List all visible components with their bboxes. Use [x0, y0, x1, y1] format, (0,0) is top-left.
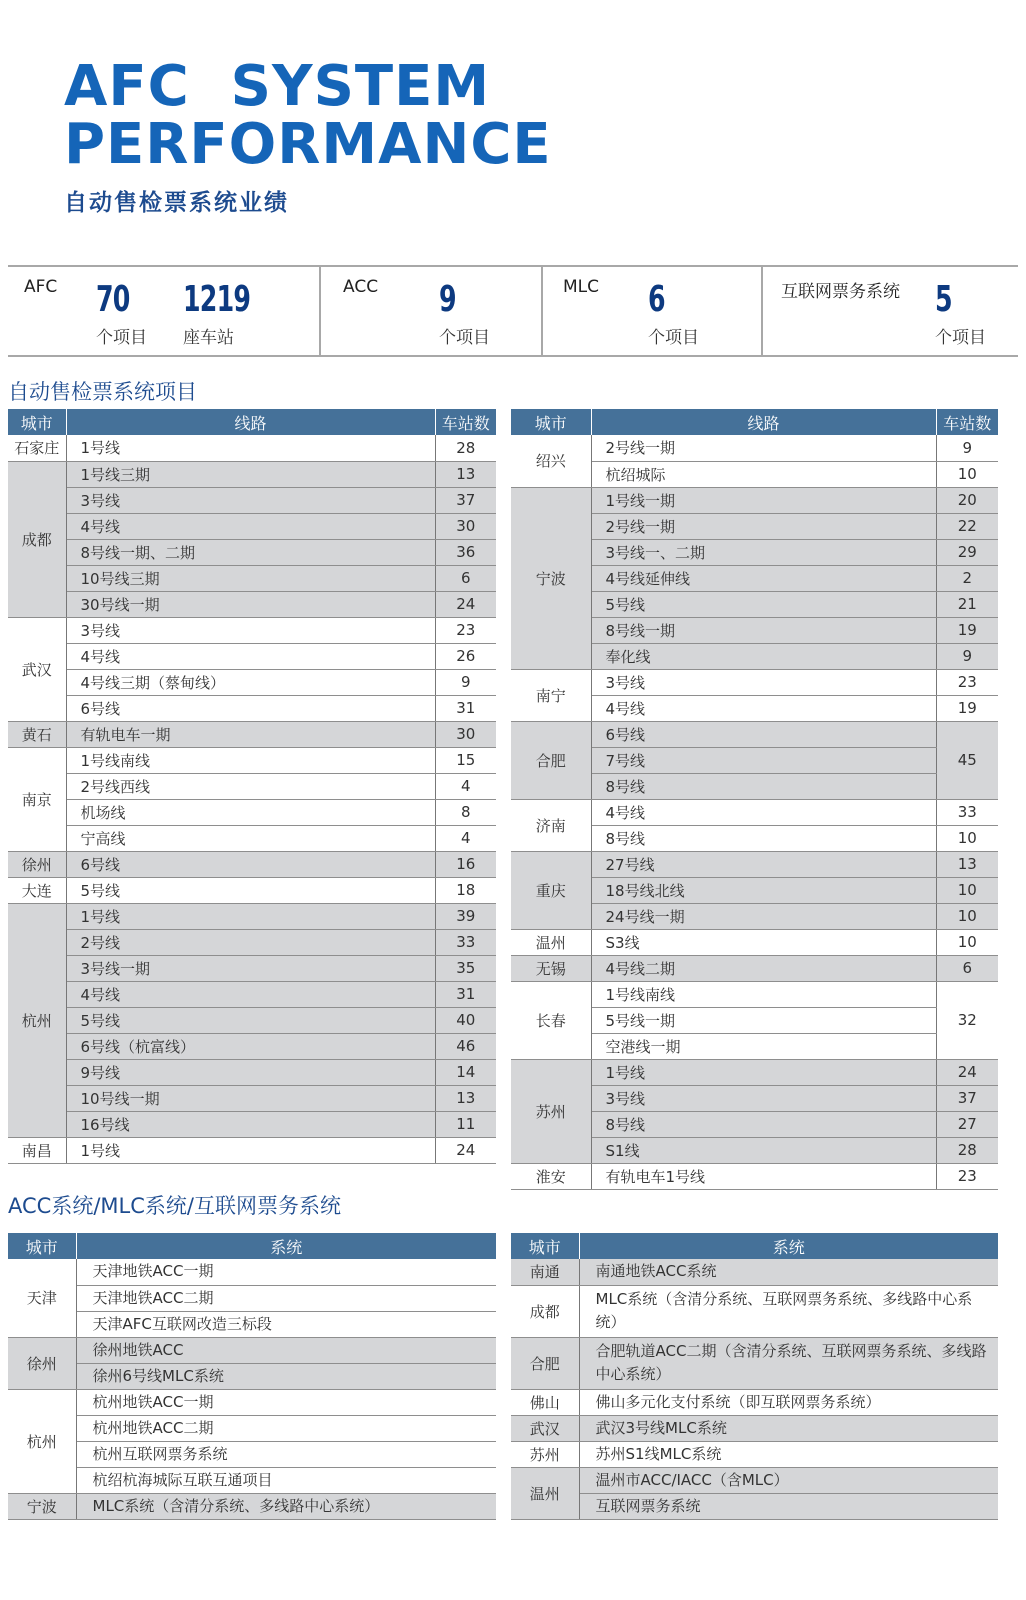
line-cell: 10号线一期: [66, 1085, 435, 1111]
col-header-system: 系统: [76, 1233, 496, 1259]
line-cell: 6号线（杭富线）: [66, 1033, 435, 1059]
line-cell: 4号线二期: [591, 955, 936, 981]
station-count-cell: 24: [435, 591, 496, 617]
system-cell: 合肥轨道ACC二期（含清分系统、互联网票务系统、多线路中心系统）: [579, 1337, 998, 1389]
line-cell: 2号线: [66, 929, 435, 955]
table-row: [511, 981, 998, 1007]
line-cell: 10号线三期: [66, 565, 435, 591]
col-header-city: 城市: [511, 1233, 579, 1259]
table-row: [8, 513, 496, 539]
city-cell: 南京: [8, 747, 66, 851]
station-count-cell: 35: [435, 955, 496, 981]
col-header-stations: 车站数: [435, 409, 496, 435]
col-header-city: 城市: [8, 1233, 76, 1259]
stat-unit: 个项目: [935, 328, 986, 348]
table-row: [8, 1415, 496, 1441]
city-cell: 长春: [511, 981, 591, 1059]
stat-number: 5: [935, 279, 952, 320]
line-cell: 1号线: [66, 435, 435, 461]
afc-section-title: 自动售检票系统项目: [8, 380, 197, 404]
line-cell: 有轨电车1号线: [591, 1163, 936, 1189]
table-row: [8, 461, 496, 487]
system-cell: 徐州地铁ACC: [76, 1337, 496, 1363]
city-cell: 佛山: [511, 1389, 579, 1415]
line-cell: 3号线: [591, 1085, 936, 1111]
system-cell: 互联网票务系统: [579, 1493, 998, 1519]
table-row: [8, 1259, 496, 1285]
table-row: [8, 617, 496, 643]
line-cell: 4号线: [591, 695, 936, 721]
table-row: [8, 825, 496, 851]
city-cell: 成都: [511, 1285, 579, 1337]
station-count-cell: 30: [435, 513, 496, 539]
line-cell: 3号线: [66, 617, 435, 643]
system-cell: 南通地铁ACC系统: [579, 1259, 998, 1285]
station-count-cell: 27: [936, 1111, 998, 1137]
station-count-cell: 4: [435, 773, 496, 799]
table-row: [511, 1467, 998, 1493]
line-cell: 8号线一期、二期: [66, 539, 435, 565]
line-cell: 16号线: [66, 1111, 435, 1137]
line-cell: 5号线: [66, 1007, 435, 1033]
stat-number: 70: [96, 279, 130, 320]
hero-title-line2: PERFORMANCE: [64, 112, 552, 177]
line-cell: 3号线一、二期: [591, 539, 936, 565]
station-count-cell: 10: [936, 903, 998, 929]
station-count-cell: 10: [936, 825, 998, 851]
line-cell: 2号线一期: [591, 435, 936, 461]
station-count-cell: 18: [435, 877, 496, 903]
line-cell: 有轨电车一期: [66, 721, 435, 747]
city-cell: 苏州: [511, 1441, 579, 1467]
line-cell: 杭绍城际: [591, 461, 936, 487]
station-count-cell: 19: [936, 695, 998, 721]
stat-unit: 座车站: [183, 328, 234, 348]
table-row: [511, 1059, 998, 1085]
line-cell: 8号线: [591, 773, 936, 799]
station-count-cell: 32: [936, 981, 998, 1059]
stat-internet-ticketing: [763, 267, 1018, 355]
line-cell: 5号线: [591, 591, 936, 617]
hero-title-line1: AFC SYSTEM: [64, 54, 491, 119]
table-row: [511, 799, 998, 825]
stat-acc: [321, 267, 543, 355]
table-row: [511, 1163, 998, 1189]
city-cell: 绍兴: [511, 435, 591, 487]
acc-table-right: [511, 1233, 998, 1520]
station-count-cell: 23: [936, 1163, 998, 1189]
line-cell: 24号线一期: [591, 903, 936, 929]
line-cell: S3线: [591, 929, 936, 955]
station-count-cell: 10: [936, 929, 998, 955]
stat-label: 互联网票务系统: [781, 282, 900, 302]
line-cell: 1号线三期: [66, 461, 435, 487]
city-cell: 武汉: [8, 617, 66, 721]
col-header-city: 城市: [511, 409, 591, 435]
stats-bar: [8, 265, 1018, 357]
table-row: [8, 1389, 496, 1415]
table-row: [8, 1285, 496, 1311]
city-cell: 杭州: [8, 903, 66, 1137]
table-row: [511, 1337, 998, 1389]
table-row: [8, 903, 496, 929]
table-row: [8, 591, 496, 617]
city-cell: 宁波: [8, 1493, 76, 1519]
table-row: [8, 1493, 496, 1519]
system-cell: 天津AFC互联网改造三标段: [76, 1311, 496, 1337]
station-count-cell: 37: [936, 1085, 998, 1111]
station-count-cell: 24: [435, 1137, 496, 1163]
line-cell: 8号线: [591, 825, 936, 851]
table-row: [8, 1059, 496, 1085]
line-cell: 5号线: [66, 877, 435, 903]
system-cell: 苏州S1线MLC系统: [579, 1441, 998, 1467]
table-row: [8, 799, 496, 825]
afc-table-left-body: [8, 435, 496, 1163]
table-row: [8, 695, 496, 721]
station-count-cell: 10: [936, 877, 998, 903]
hero-header: [64, 54, 552, 217]
table-row: [511, 721, 998, 747]
system-cell: 武汉3号线MLC系统: [579, 1415, 998, 1441]
acc-table-left-body: [8, 1259, 496, 1519]
afc-table-right-body: [511, 435, 998, 1189]
city-cell: 徐州: [8, 851, 66, 877]
line-cell: 6号线: [591, 721, 936, 747]
table-row: [8, 539, 496, 565]
line-cell: 1号线: [591, 1059, 936, 1085]
table-row: [8, 721, 496, 747]
stat-mlc: [543, 267, 763, 355]
table-row: [8, 487, 496, 513]
table-row: [8, 1007, 496, 1033]
table-row: [511, 487, 998, 513]
line-cell: 4号线: [66, 513, 435, 539]
city-cell: 南宁: [511, 669, 591, 721]
station-count-cell: 11: [435, 1111, 496, 1137]
table-row: [8, 1033, 496, 1059]
system-cell: 天津地铁ACC一期: [76, 1259, 496, 1285]
table-row: [511, 955, 998, 981]
city-cell: 苏州: [511, 1059, 591, 1163]
col-header-city: 城市: [8, 409, 66, 435]
city-cell: 成都: [8, 461, 66, 617]
station-count-cell: 9: [435, 669, 496, 695]
city-cell: 无锡: [511, 955, 591, 981]
line-cell: 5号线一期: [591, 1007, 936, 1033]
table-row: [8, 1363, 496, 1389]
table-row: [8, 1337, 496, 1363]
station-count-cell: 16: [435, 851, 496, 877]
station-count-cell: 31: [435, 695, 496, 721]
line-cell: 1号线南线: [66, 747, 435, 773]
station-count-cell: 13: [435, 461, 496, 487]
city-cell: 济南: [511, 799, 591, 851]
station-count-cell: 19: [936, 617, 998, 643]
table-row: [8, 877, 496, 903]
afc-table-right: [511, 409, 998, 1190]
table-row: [8, 955, 496, 981]
city-cell: 南昌: [8, 1137, 66, 1163]
city-cell: 温州: [511, 1467, 579, 1519]
station-count-cell: 20: [936, 487, 998, 513]
station-count-cell: 8: [435, 799, 496, 825]
table-row: [8, 747, 496, 773]
station-count-cell: 23: [435, 617, 496, 643]
station-count-cell: 21: [936, 591, 998, 617]
city-cell: 重庆: [511, 851, 591, 929]
city-cell: 天津: [8, 1259, 76, 1337]
city-cell: 武汉: [511, 1415, 579, 1441]
line-cell: 机场线: [66, 799, 435, 825]
line-cell: 宁高线: [66, 825, 435, 851]
stat-unit: 个项目: [96, 328, 147, 348]
line-cell: 1号线: [66, 1137, 435, 1163]
station-count-cell: 40: [435, 1007, 496, 1033]
acc-table-right-body: [511, 1259, 998, 1519]
table-row: [511, 1415, 998, 1441]
col-header-system: 系统: [579, 1233, 998, 1259]
station-count-cell: 9: [936, 643, 998, 669]
stat-unit: 个项目: [648, 328, 699, 348]
table-row: [8, 1441, 496, 1467]
station-count-cell: 45: [936, 721, 998, 799]
station-count-cell: 37: [435, 487, 496, 513]
station-count-cell: 31: [435, 981, 496, 1007]
system-cell: 徐州6号线MLC系统: [76, 1363, 496, 1389]
line-cell: 9号线: [66, 1059, 435, 1085]
city-cell: 宁波: [511, 487, 591, 669]
table-row: [8, 669, 496, 695]
city-cell: 合肥: [511, 1337, 579, 1389]
station-count-cell: 14: [435, 1059, 496, 1085]
table-row: [8, 1111, 496, 1137]
stat-number: 9: [439, 279, 456, 320]
line-cell: 27号线: [591, 851, 936, 877]
station-count-cell: 6: [435, 565, 496, 591]
line-cell: 3号线: [66, 487, 435, 513]
table-row: [8, 1467, 496, 1493]
line-cell: 3号线一期: [66, 955, 435, 981]
line-cell: 2号线一期: [591, 513, 936, 539]
station-count-cell: 13: [936, 851, 998, 877]
station-count-cell: 28: [936, 1137, 998, 1163]
station-count-cell: 36: [435, 539, 496, 565]
table-row: [511, 1259, 998, 1285]
line-cell: 1号线: [66, 903, 435, 929]
system-cell: 杭绍杭海城际互联互通项目: [76, 1467, 496, 1493]
col-header-stations: 车站数: [936, 409, 998, 435]
station-count-cell: 9: [936, 435, 998, 461]
station-count-cell: 33: [936, 799, 998, 825]
col-header-line: 线路: [591, 409, 936, 435]
table-row: [511, 1285, 998, 1337]
system-cell: 佛山多元化支付系统（即互联网票务系统）: [579, 1389, 998, 1415]
acc-section-title: ACC系统/MLC系统/互联网票务系统: [8, 1194, 341, 1218]
table-row: [8, 1137, 496, 1163]
stat-label: ACC: [343, 277, 379, 297]
station-count-cell: 30: [435, 721, 496, 747]
table-row: [8, 929, 496, 955]
line-cell: 空港线一期: [591, 1033, 936, 1059]
table-row: [8, 435, 496, 461]
table-row: [8, 1311, 496, 1337]
city-cell: 温州: [511, 929, 591, 955]
city-cell: 石家庄: [8, 435, 66, 461]
table-row: [8, 643, 496, 669]
system-cell: 杭州地铁ACC一期: [76, 1389, 496, 1415]
city-cell: 杭州: [8, 1389, 76, 1493]
line-cell: 6号线: [66, 851, 435, 877]
stat-afc: [8, 267, 321, 355]
system-cell: 杭州地铁ACC二期: [76, 1415, 496, 1441]
table-row: [511, 929, 998, 955]
station-count-cell: 10: [936, 461, 998, 487]
table-row: [511, 1389, 998, 1415]
station-count-cell: 29: [936, 539, 998, 565]
acc-table-left: [8, 1233, 496, 1520]
station-count-cell: 2: [936, 565, 998, 591]
table-row: [8, 565, 496, 591]
station-count-cell: 28: [435, 435, 496, 461]
system-cell: MLC系统（含清分系统、多线路中心系统）: [76, 1493, 496, 1519]
line-cell: 1号线一期: [591, 487, 936, 513]
city-cell: 淮安: [511, 1163, 591, 1189]
station-count-cell: 39: [435, 903, 496, 929]
table-row: [8, 981, 496, 1007]
stat-label: MLC: [563, 277, 600, 297]
line-cell: 4号线: [66, 643, 435, 669]
station-count-cell: 26: [435, 643, 496, 669]
line-cell: 1号线南线: [591, 981, 936, 1007]
system-cell: 杭州互联网票务系统: [76, 1441, 496, 1467]
stat-label: AFC: [24, 277, 58, 297]
station-count-cell: 13: [435, 1085, 496, 1111]
line-cell: 7号线: [591, 747, 936, 773]
line-cell: 2号线西线: [66, 773, 435, 799]
stat-number: 1219: [183, 279, 251, 320]
table-row: [511, 851, 998, 877]
station-count-cell: 24: [936, 1059, 998, 1085]
system-cell: MLC系统（含清分系统、互联网票务系统、多线路中心系统）: [579, 1285, 998, 1337]
city-cell: 大连: [8, 877, 66, 903]
city-cell: 合肥: [511, 721, 591, 799]
stat-unit: 个项目: [439, 328, 490, 348]
line-cell: 4号线: [66, 981, 435, 1007]
line-cell: 4号线: [591, 799, 936, 825]
line-cell: 18号线北线: [591, 877, 936, 903]
hero-subtitle: 自动售检票系统业绩: [64, 190, 289, 216]
table-row: [511, 1493, 998, 1519]
stat-number: 6: [648, 279, 665, 320]
col-header-line: 线路: [66, 409, 435, 435]
station-count-cell: 4: [435, 825, 496, 851]
city-cell: 南通: [511, 1259, 579, 1285]
table-row: [511, 1441, 998, 1467]
station-count-cell: 6: [936, 955, 998, 981]
line-cell: 6号线: [66, 695, 435, 721]
city-cell: 黄石: [8, 721, 66, 747]
afc-table-left: [8, 409, 496, 1164]
system-cell: 天津地铁ACC二期: [76, 1285, 496, 1311]
station-count-cell: 23: [936, 669, 998, 695]
city-cell: 徐州: [8, 1337, 76, 1389]
line-cell: 8号线一期: [591, 617, 936, 643]
table-row: [8, 773, 496, 799]
line-cell: 奉化线: [591, 643, 936, 669]
station-count-cell: 46: [435, 1033, 496, 1059]
station-count-cell: 33: [435, 929, 496, 955]
line-cell: 4号线三期（蔡甸线）: [66, 669, 435, 695]
line-cell: 8号线: [591, 1111, 936, 1137]
table-row: [511, 669, 998, 695]
line-cell: S1线: [591, 1137, 936, 1163]
table-row: [8, 851, 496, 877]
table-row: [511, 435, 998, 461]
line-cell: 3号线: [591, 669, 936, 695]
station-count-cell: 15: [435, 747, 496, 773]
line-cell: 30号线一期: [66, 591, 435, 617]
table-row: [8, 1085, 496, 1111]
line-cell: 4号线延伸线: [591, 565, 936, 591]
station-count-cell: 22: [936, 513, 998, 539]
system-cell: 温州市ACC/IACC（含MLC）: [579, 1467, 998, 1493]
